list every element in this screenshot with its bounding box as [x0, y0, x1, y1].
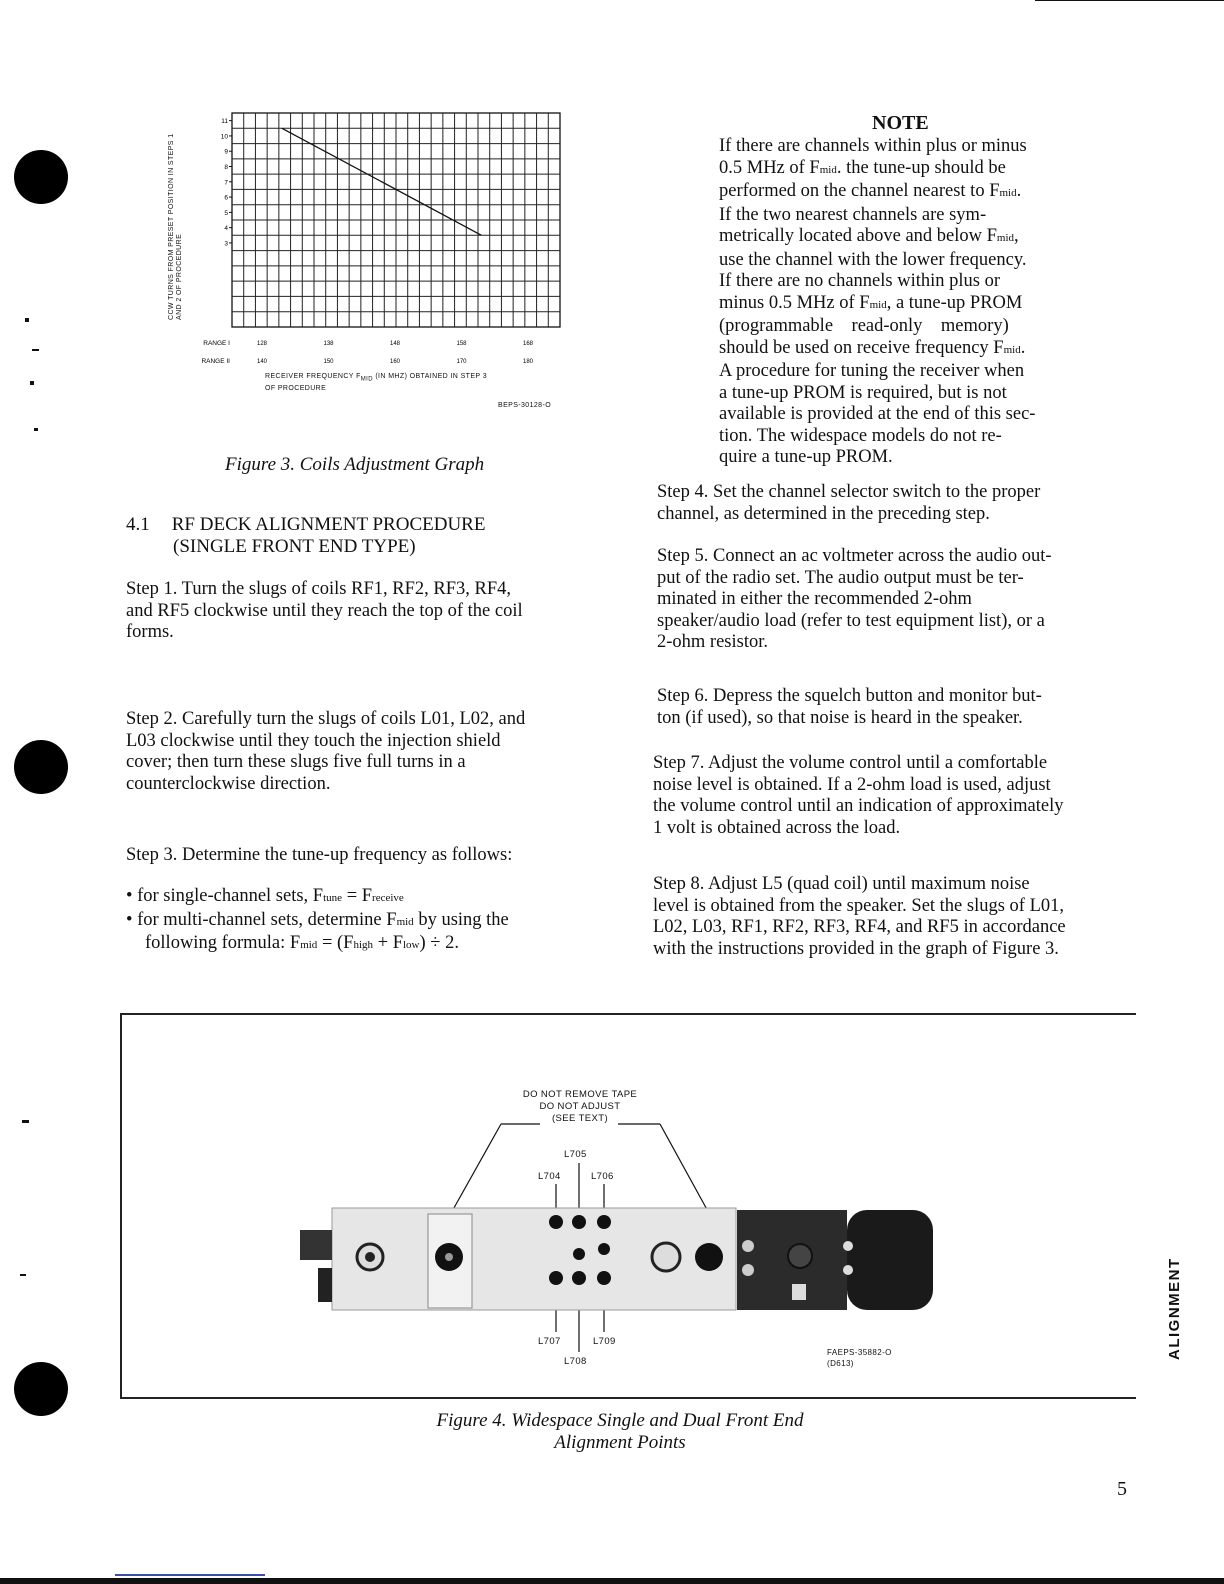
chart-y-tick-label: 5	[224, 209, 228, 217]
figure4-code-line2: (D613)	[827, 1359, 854, 1368]
step4-line: channel, as determined in the preceding step.	[657, 503, 990, 524]
binder-hole-bottom	[14, 1362, 68, 1416]
chart-range-ii-label: RANGE II	[201, 358, 230, 365]
figure4-caption-line1: Figure 4. Widespace Single and Dual Front End	[436, 1410, 804, 1431]
chart-x-tick-range-ii: 170	[456, 359, 467, 365]
warning-line3: (SEE TEXT)	[551, 1113, 609, 1124]
step7-line: noise level is obtained. If a 2-ohm load is used, adjust	[653, 774, 1051, 795]
step7-line: the volume control until an indication of approximately	[653, 796, 1064, 816]
edge-mark	[32, 349, 39, 351]
step8-line: with the instructions provided in the graph of Figure 3.	[653, 938, 1059, 959]
figure4-caption	[380, 1410, 860, 1454]
step1-paragraph	[126, 579, 603, 644]
chart-y-tick-label: 3	[224, 240, 228, 248]
bullet-list	[126, 886, 603, 957]
step2-line: L03 clockwise until they touch the injection shield	[126, 730, 501, 751]
step6-paragraph	[657, 686, 1134, 729]
step1-line: and RF5 clockwise until they reach the top of the coil	[126, 600, 523, 621]
bullet-item-single-channel: • for single-channel sets, Ftune = Freceive	[126, 886, 404, 906]
note-line: (programmable read-only memory)	[719, 316, 1009, 336]
label-L705: L705	[564, 1149, 587, 1160]
chart-x-label-sub: MID	[360, 376, 373, 383]
step2-paragraph	[126, 709, 603, 795]
note-body	[719, 136, 1079, 469]
step4-line: Step 4. Set the channel selector switch to the proper	[657, 482, 1041, 502]
chart-x-tick-range-i: 168	[522, 341, 534, 347]
figure4-code-line1: FAEPS-35882-O	[827, 1348, 892, 1357]
note-line: A procedure for tuning the receiver when	[719, 361, 1025, 381]
step1-line: Step 1. Turn the slugs of coils RF1, RF2, RF3, RF4,	[126, 579, 511, 599]
note-line: should be used on receive frequency Fmid.	[719, 337, 1026, 358]
chart-y-tick-label: 8	[224, 164, 228, 171]
step7-line: Step 7. Adjust the volume control until a comfortable	[653, 753, 1048, 773]
warning-line1: DO NOT REMOVE TAPE	[522, 1089, 638, 1100]
step6-line: ton (if used), so that noise is heard in the speaker.	[657, 707, 1023, 728]
note-line: minus 0.5 MHz of Fmid, a tune-up PROM	[719, 292, 1023, 313]
note-line: 0.5 MHz of Fmid. the tune-up should be	[719, 157, 1006, 178]
binder-hole-top	[14, 150, 68, 204]
chart-x-tick-range-ii: 160	[389, 359, 401, 365]
bottom-rule-accent	[115, 1574, 265, 1576]
step4-paragraph	[657, 482, 1134, 525]
chart-y-label-line2: AND 2 OF PROCEDURE	[176, 233, 183, 320]
note-line: If there are channels within plus or minus	[719, 136, 1027, 156]
chart-y-tick-label: 6	[224, 194, 228, 202]
chart-y-tick-label: 9	[224, 148, 228, 156]
chart-x-tick-range-ii: 180	[522, 359, 534, 365]
note-line: If there are no channels within plus or	[719, 271, 1001, 291]
bullet-formula: following formula: Fmid = (Fhigh + Flow) ÷ 2.	[145, 933, 459, 953]
label-L706: L706	[591, 1171, 614, 1182]
step2-line: counterclockwise direction.	[126, 773, 331, 794]
edge-mark	[22, 1120, 29, 1123]
edge-mark	[20, 1274, 26, 1276]
section-title-line1: RF DECK ALIGNMENT PROCEDURE	[171, 514, 486, 535]
bullet-item-multi-channel: • for multi-channel sets, determine Fmid by using the	[126, 909, 509, 930]
note-line: quire a tune-up PROM.	[719, 447, 893, 467]
note-line: If the two nearest channels are sym-	[719, 204, 987, 225]
section-number: 4.1	[126, 514, 150, 535]
chart-x-tick-range-i: 148	[389, 341, 401, 347]
chart-x-tick-range-i: 158	[456, 341, 467, 347]
step2-line: Step 2. Carefully turn the slugs of coils L01, L02, and	[126, 709, 526, 729]
edge-mark	[30, 381, 34, 385]
chart-x-tick-range-i: 128	[256, 341, 268, 347]
figure4-code	[827, 1347, 892, 1369]
warning-line2: DO NOT ADJUST	[539, 1101, 621, 1112]
chart-y-tick-label: 11	[221, 118, 228, 126]
label-L708: L708	[564, 1356, 587, 1367]
chart-y-tick-label: 4	[224, 225, 228, 233]
step3-paragraph: Step 3. Determine the tune-up frequency as follows:	[126, 845, 513, 865]
label-L704: L704	[538, 1171, 561, 1182]
chart-x-label-line2: OF PROCEDURE	[265, 385, 327, 393]
chart-series-line	[282, 128, 482, 235]
step8-paragraph	[653, 874, 1130, 960]
step5-line: minated in either the recommended 2-ohm	[657, 589, 972, 609]
step5-line: speaker/audio load (refer to test equipment list), or a	[657, 610, 1045, 631]
step8-line: level is obtained from the speaker. Set the slugs of L01,	[653, 895, 1065, 916]
step8-line: Step 8. Adjust L5 (quad coil) until maximum noise	[653, 874, 1030, 894]
note-line: tion. The widespace models do not re-	[719, 425, 1002, 446]
step2-line: cover; then turn these slugs five full turns in a	[126, 752, 466, 772]
note-title: NOTE	[872, 112, 929, 134]
note-line: use the channel with the lower frequency.	[719, 249, 1027, 270]
chart-range-i-label: RANGE I	[203, 340, 230, 347]
step5-line: Step 5. Connect an ac voltmeter across the audio out-	[657, 546, 1052, 566]
label-L707: L707	[538, 1336, 561, 1347]
step5-paragraph	[657, 546, 1134, 654]
note-line: performed on the channel nearest to Fmid.	[719, 181, 1022, 201]
binder-hole-middle	[14, 740, 68, 794]
chart-y-label	[168, 120, 184, 320]
edge-mark	[34, 428, 38, 431]
step5-line: put of the radio set. The audio output must be ter-	[657, 567, 1024, 588]
step7-line: 1 volt is obtained across the load.	[653, 817, 901, 838]
step8-line: L02, L03, RF1, RF2, RF3, RF4, and RF5 in accordance	[653, 917, 1066, 937]
figure4-caption-line2: Alignment Points	[554, 1432, 686, 1453]
step5-line: 2-ohm resistor.	[657, 632, 768, 652]
edge-mark	[25, 318, 29, 322]
chart-code: BEPS-30128-O	[498, 402, 552, 409]
bottom-rule	[0, 1578, 1224, 1584]
step7-paragraph	[653, 753, 1130, 839]
chart-y-tick-label: 10	[220, 133, 228, 141]
chart-x-tick-range-ii: 150	[323, 359, 334, 365]
label-L709: L709	[593, 1336, 616, 1347]
figure4-warning	[505, 1089, 655, 1125]
chart-x-tick-range-ii: 140	[256, 359, 268, 365]
chart-x-label	[265, 372, 487, 393]
section-heading	[126, 514, 485, 558]
chart-x-tick-range-i: 138	[323, 341, 334, 347]
note-line: available is provided at the end of this sec-	[719, 404, 1036, 424]
figure3-caption: Figure 3. Coils Adjustment Graph	[225, 454, 485, 475]
chart-x-label-line1: RECEIVER FREQUENCY $F_{MID}$ (IN MHZ) OBTAINED IN STEP 3	[265, 373, 487, 383]
step6-line: Step 6. Depress the squelch button and monitor but-	[657, 686, 1042, 706]
page-number: 5	[1117, 1478, 1127, 1500]
chart-y-label-line1: CCW TURNS FROM PRESET POSITION IN STEPS 1	[168, 133, 175, 320]
figure4-frame	[120, 1013, 1136, 1399]
section-title-line2: (SINGLE FRONT END TYPE)	[173, 536, 416, 557]
note-line: metrically located above and below Fmid,	[719, 226, 1019, 246]
note-line: a tune-up PROM is required, but is not	[719, 382, 1007, 403]
chart-y-tick-label: 7	[224, 179, 228, 187]
side-tab-label: ALIGNMENT	[1166, 1257, 1183, 1360]
top-rule	[1035, 0, 1224, 1]
step1-line: forms.	[126, 622, 174, 642]
